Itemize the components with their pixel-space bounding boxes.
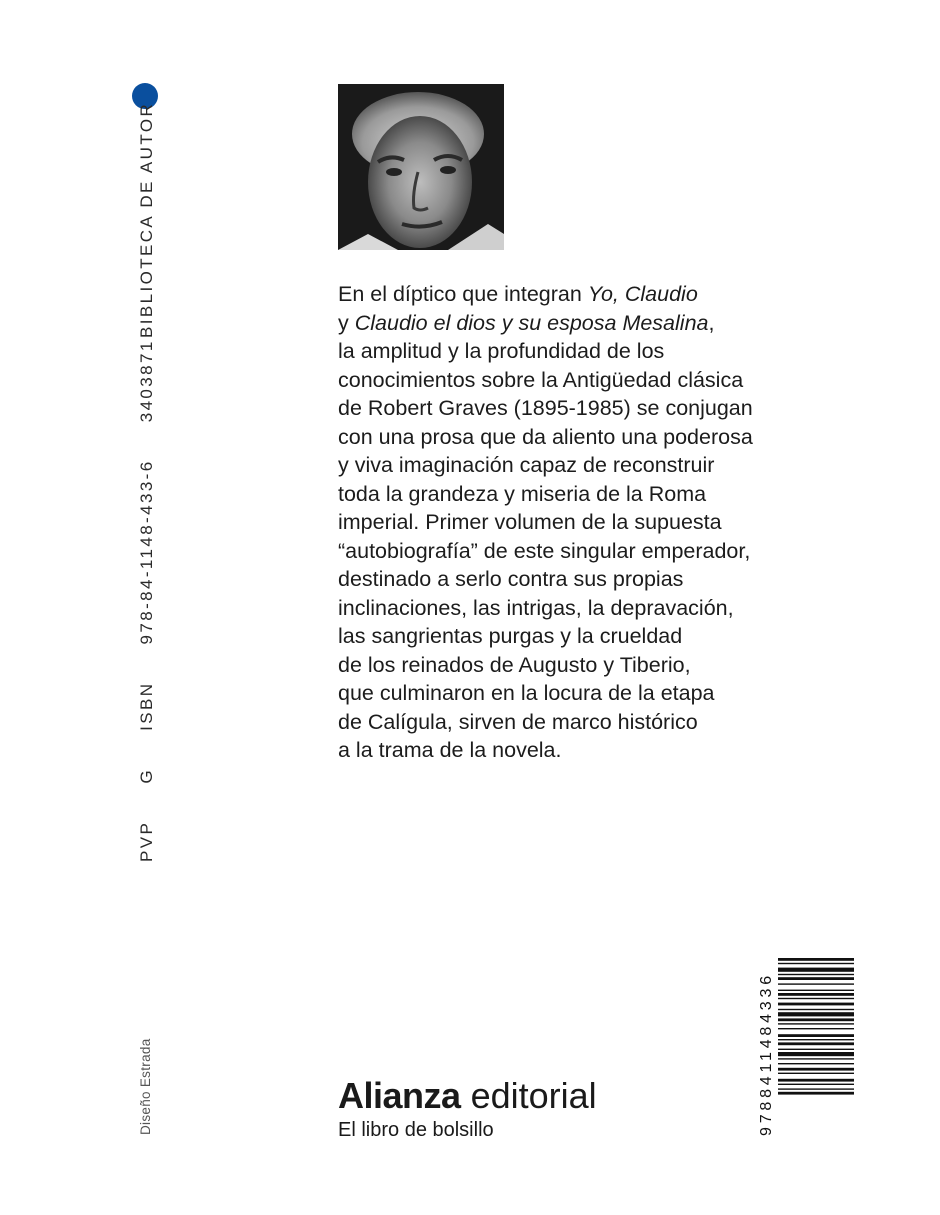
price-grade: G — [137, 768, 156, 784]
barcode-bar — [778, 983, 854, 984]
barcode-bar — [778, 1052, 854, 1056]
isbn-number: 978-84-1148-433-6 — [137, 459, 156, 645]
blurb-line: de Robert Graves (1895-1985) se conjugan — [338, 396, 753, 420]
price-label: PVP — [137, 820, 156, 862]
design-credit: Diseño Estrada — [138, 1038, 153, 1135]
barcode-bar — [778, 1018, 854, 1021]
blurb-line: que culminaron en la locura de la etapa — [338, 681, 715, 705]
series-label: BIBLIOTECA DE AUTOR — [137, 101, 156, 338]
blurb-line: toda la grandeza y miseria de la Roma — [338, 481, 707, 506]
catalog-code: 3403871 — [137, 339, 156, 423]
back-cover-blurb — [338, 280, 778, 765]
barcode-bar — [778, 998, 854, 999]
blurb-line: de los reinados de Augusto y Tiberio, — [338, 652, 691, 677]
blurb-line: la amplitud y la profundidad de los — [338, 339, 665, 363]
barcode-bar — [778, 1028, 854, 1029]
blurb-text: y — [338, 310, 355, 335]
blurb-line: y viva imaginación capaz de reconstruir — [338, 453, 715, 477]
barcode-bar — [778, 1063, 854, 1064]
barcode-bar — [778, 1023, 854, 1024]
barcode-bar — [778, 1003, 854, 1006]
barcode-bar — [778, 974, 854, 975]
barcode-bar — [778, 990, 854, 991]
isbn-label: ISBN — [137, 681, 156, 731]
blurb-line — [338, 309, 778, 338]
barcode-bar — [778, 1049, 854, 1050]
blurb-line: las sangrientas purgas y la crueldad — [338, 624, 683, 648]
blurb-line: inclinaciones, las intrigas, la depravación, — [338, 595, 734, 620]
barcode-bar — [778, 1079, 854, 1082]
author-photo — [338, 84, 504, 250]
blurb-text: , — [708, 310, 715, 335]
price-isbn-line — [137, 317, 157, 862]
barcode-bar — [778, 1084, 854, 1085]
publisher-logo — [338, 1076, 597, 1142]
barcode-bar — [778, 1092, 854, 1095]
blurb-line: de Calígula, sirven de marco histórico — [338, 709, 698, 734]
barcode-bar — [778, 977, 854, 980]
barcode-bar — [778, 1068, 854, 1071]
barcode-bar — [778, 1034, 854, 1037]
blurb-line: con una prosa que da aliento una poderosa — [338, 424, 753, 449]
blurb-line: imperial. Primer volumen de la supuesta — [338, 510, 722, 534]
publisher-name — [338, 1076, 597, 1116]
book-title-italic: Yo, Claudio — [587, 282, 698, 306]
barcode-bar — [778, 1009, 854, 1010]
barcode-bar — [778, 1088, 854, 1089]
barcode-bar — [778, 1012, 854, 1016]
blurb-line: “autobiografía” de este singular emperador, — [338, 538, 751, 563]
blurb-line: conocimientos sobre la Antigüedad clásica — [338, 367, 744, 392]
book-title-italic: Claudio el dios y su esposa Mesalina — [354, 310, 709, 335]
barcode-digits: 9788411484336 — [758, 972, 775, 1136]
barcode-bar — [778, 993, 854, 996]
blurb-text: En el díptico que integran — [338, 282, 588, 306]
blurb-line: destinado a serlo contra sus propias — [338, 567, 684, 591]
publisher-name-light: editorial — [470, 1075, 597, 1116]
barcode-bar — [778, 958, 854, 961]
publisher-collection: El libro de bolsillo — [338, 1119, 494, 1141]
publisher-name-bold: Alianza — [338, 1075, 461, 1116]
barcode-icon — [778, 958, 854, 1136]
barcode-bar — [778, 968, 854, 972]
barcode-bar — [778, 963, 854, 964]
blurb-line — [338, 280, 778, 309]
barcode-bar — [778, 1039, 854, 1040]
blurb-line: a la trama de la novela. — [338, 738, 562, 762]
barcode-bar — [778, 1042, 854, 1045]
barcode-bar — [778, 1073, 854, 1074]
barcode-bar — [778, 1058, 854, 1059]
